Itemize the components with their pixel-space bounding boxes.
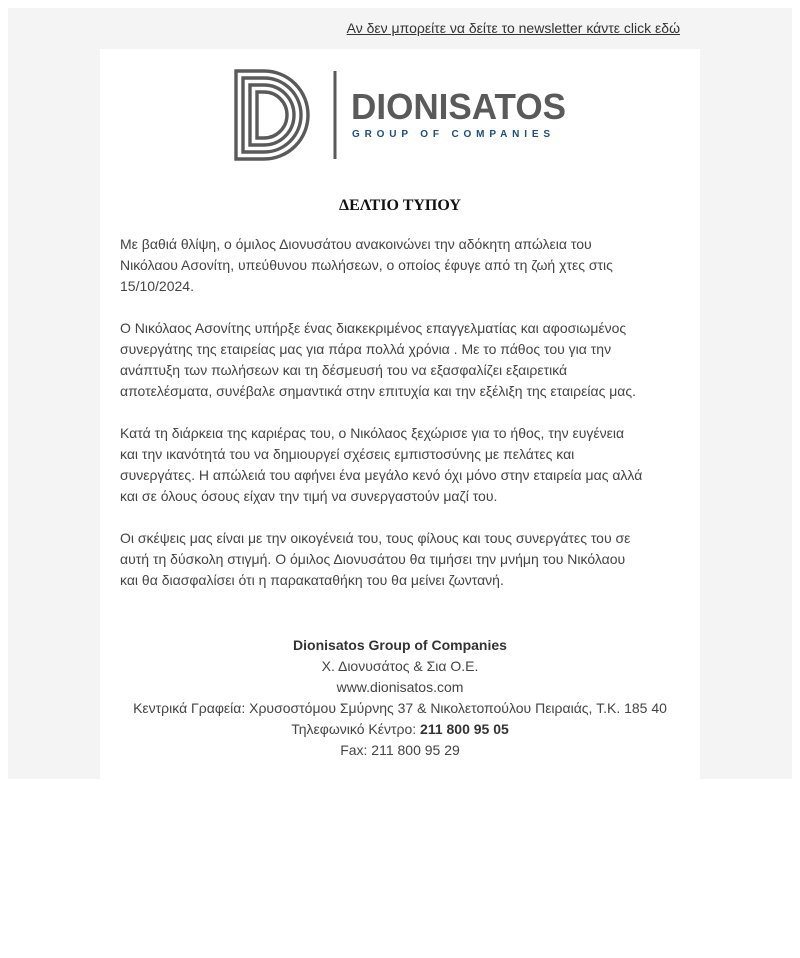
- text-line: Νικόλαου Ασονίτη, υπεύθυνου πωλήσεων, ο οποίος έφυγε από τη ζωή χτες στις: [120, 257, 613, 273]
- text-line: και σε όλους όσους είχαν την τιμή να συνεργαστούν μαζί του.: [120, 488, 498, 504]
- text-line: και την ικανότητά του να δημιουργεί σχέσεις εμπιστοσύνης με πελάτες και: [120, 446, 575, 462]
- logo-d-mark-icon: [236, 71, 308, 159]
- view-online-link[interactable]: Αν δεν μπορείτε να δείτε το newsletter κάντε click εδώ: [346, 20, 680, 36]
- logo-tagline: GROUP OF COMPANIES: [352, 129, 550, 140]
- paragraph-2: [120, 318, 660, 402]
- text-line: και θα διασφαλίσει ότι η παρακαταθήκη του θα μείνει ζωντανή.: [120, 572, 504, 588]
- footer-phone: [100, 719, 700, 740]
- footer-fax: Fax: 211 800 95 29: [340, 742, 460, 758]
- footer-phone-number[interactable]: 211 800 95 05: [420, 721, 509, 737]
- footer-phone-label: Τηλεφωνικό Κέντρο:: [291, 721, 421, 737]
- text-line: 15/10/2024.: [120, 278, 194, 294]
- email-background: [8, 8, 792, 779]
- text-line: συνεργάτες. Η απώλειά του αφήνει ένα μεγάλο κενό όχι μόνο στην εταιρεία μας αλλά: [120, 467, 643, 483]
- press-release-body: [120, 234, 660, 612]
- company-logo: [234, 69, 568, 161]
- logo-name: DIONISATOS: [351, 86, 566, 127]
- company-footer: [100, 635, 700, 761]
- paragraph-1: [120, 234, 660, 297]
- footer-company-name: Dionisatos Group of Companies: [293, 637, 507, 653]
- footer-legal-name: Χ. Διονυσάτος & Σια Ο.Ε.: [321, 658, 479, 674]
- paragraph-4: [120, 528, 660, 591]
- text-line: αυτή τη δύσκολη στιγμή. Ο όμιλος Διονυσάτου θα τιμήσει την μνήμη του Νικόλαου: [120, 551, 626, 567]
- text-line: Με βαθιά θλίψη, ο όμιλος Διονυσάτου ανακοινώνει την αδόκητη απώλεια του: [120, 236, 592, 252]
- footer-address: Κεντρικά Γραφεία: Χρυσοστόμου Σμύρνης 37 & Νικολετοπούλου Πειραιάς, Τ.Κ. 185 40: [133, 700, 667, 716]
- email-card: [100, 49, 700, 779]
- footer-website[interactable]: www.dionisatos.com: [336, 679, 464, 695]
- text-line: συνεργάτης της εταιρείας μας για πάρα πολλά χρόνια . Με το πάθος του για την: [120, 341, 612, 357]
- text-line: αποτελέσματα, συνέβαλε σημαντικά στην επιτυχία και την εξέλιξη της εταιρείας μας.: [120, 383, 637, 399]
- text-line: Κατά τη διάρκεια της καριέρας του, ο Νικόλαος ξεχώρισε για το ήθος, την ευγένεια: [120, 425, 625, 441]
- text-line: Οι σκέψεις μας είναι με την οικογένειά του, τους φίλους και τους συνεργάτες του σε: [120, 530, 631, 546]
- press-release-title: ΔΕΛΤΙΟ ΤΥΠΟΥ: [339, 197, 461, 214]
- text-line: Ο Νικόλαος Ασονίτης υπήρξε ένας διακεκριμένος επαγγελματίας και αφοσιωμένος: [120, 320, 627, 336]
- text-line: ανάπτυξη των πωλήσεων και τη δέσμευσή του να εξασφαλίζει εξαιρετικά: [120, 362, 568, 378]
- paragraph-3: [120, 423, 660, 507]
